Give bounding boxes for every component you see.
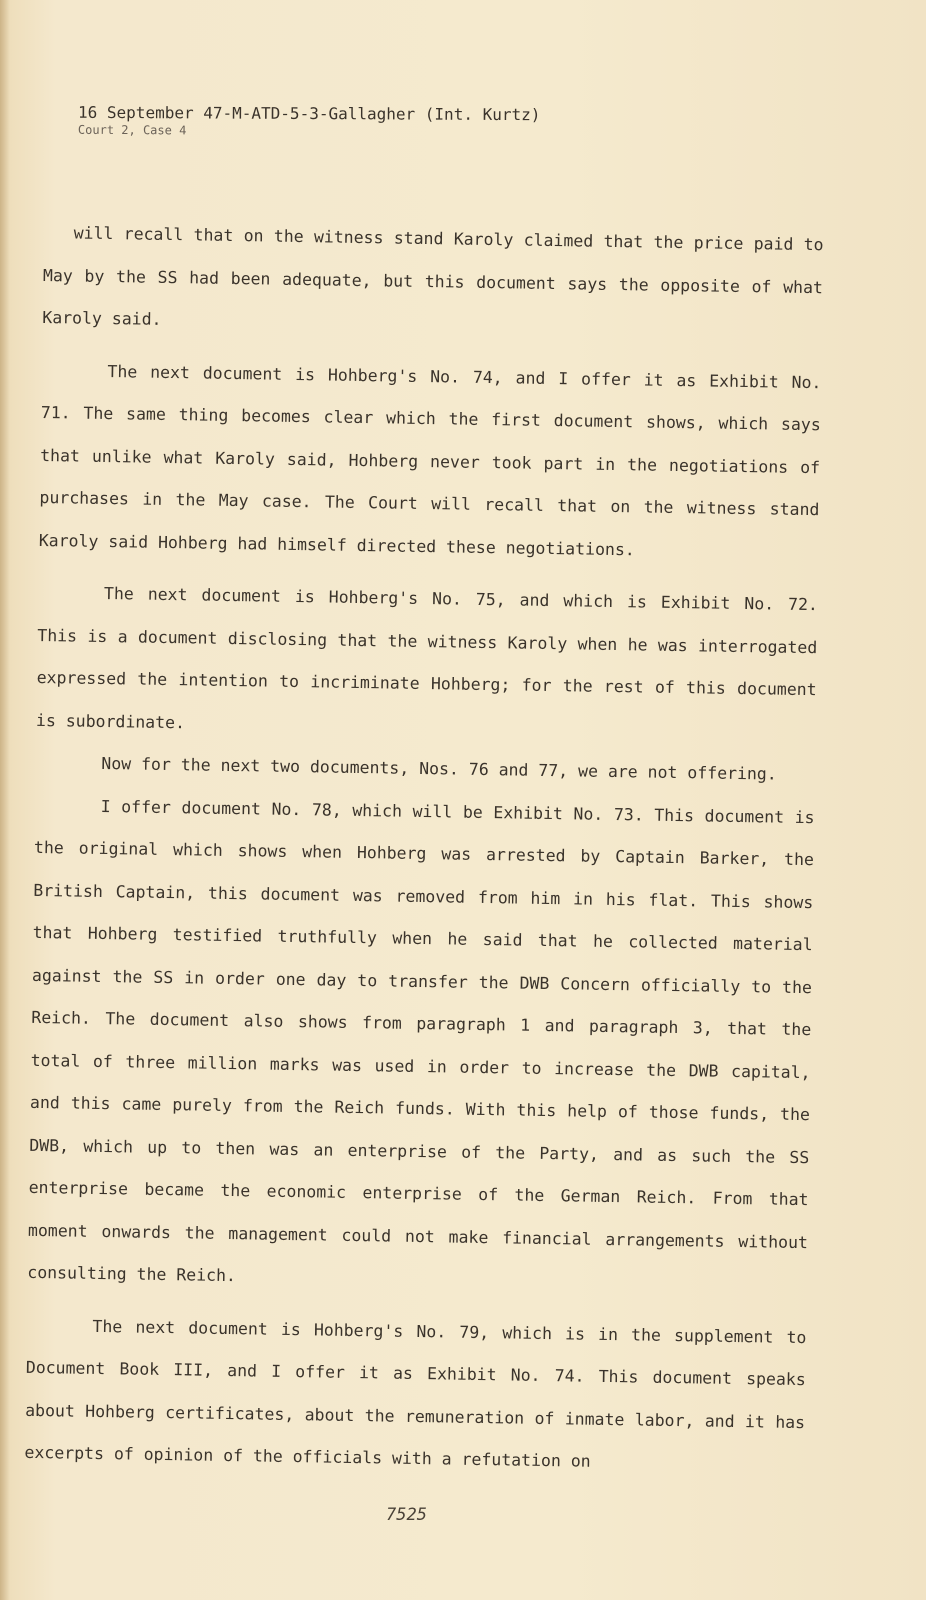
paragraph-6: The next document is Hohberg's No. 79, which is in the supplement to Document Book III, and I offer it as Exhibit No. 74. This document speaks about Hohberg certificates, about the remuneration of inmate labor, and it has excerpts of opinion of the officials with a refutation on (24, 1316, 807, 1471)
paragraph-3: The next document is Hohberg's No. 75, and which is Exhibit No. 72. This is a document disclosing that the witness Karoly when he was interrogated expressed the intention to incriminate Hohberg; for the rest of this document is subordinate. (35, 583, 819, 732)
page-number: 7525 (386, 1505, 427, 1525)
paragraph-2: The next document is Hohberg's No. 74, and I offer it as Exhibit No. 71. The same thing becomes clear which the first document shows, which says that unlike what Karoly said, Hohberg never took part in the negotiations of purchases in the May case. The Court will recall that on the witness stand Karoly said Hohberg had himself directed these negotiations. (38, 361, 822, 559)
header-date-line: 16 September 47-M-ATD-5-3-Gallagher (Int. Kurtz) (77, 102, 541, 125)
transcript-body (24, 212, 824, 1487)
paragraph-5: I offer document No. 78, which will be Exhibit No. 73. This document is the original which shows when Hohberg was arrested by Captain Barker, the British Captain, this document was removed from him in his flat. This shows that Hohberg testified truthfully when he said that he collected material against the SS in order one day to transfer the DWB Concern officially to the Reich. The document also shows from paragraph 1 and paragraph 3, that the total of three million marks was used in order to increase the DWB capital, and this came purely from the Reich funds. With this help of those funds, the DWB, which up to then was an enterprise of the Party, and as such the SS enterprise became the economic enterprise of the German Reich. From that moment onwards the management could not make financial arrangements without consulting the Reich. (27, 796, 815, 1286)
page-edge-shadow (0, 0, 10, 1600)
document-header (78, 103, 541, 139)
paragraph-4: Now for the next two documents, Nos. 76 and 77, we are not offering. (101, 753, 777, 784)
paragraph-1: will recall that on the witness stand Karoly claimed that the price paid to May by the SS had been adequate, but this document says the opposite of what Karoly said. (42, 223, 824, 329)
header-court-line: Court 2, Case 4 (77, 122, 187, 138)
